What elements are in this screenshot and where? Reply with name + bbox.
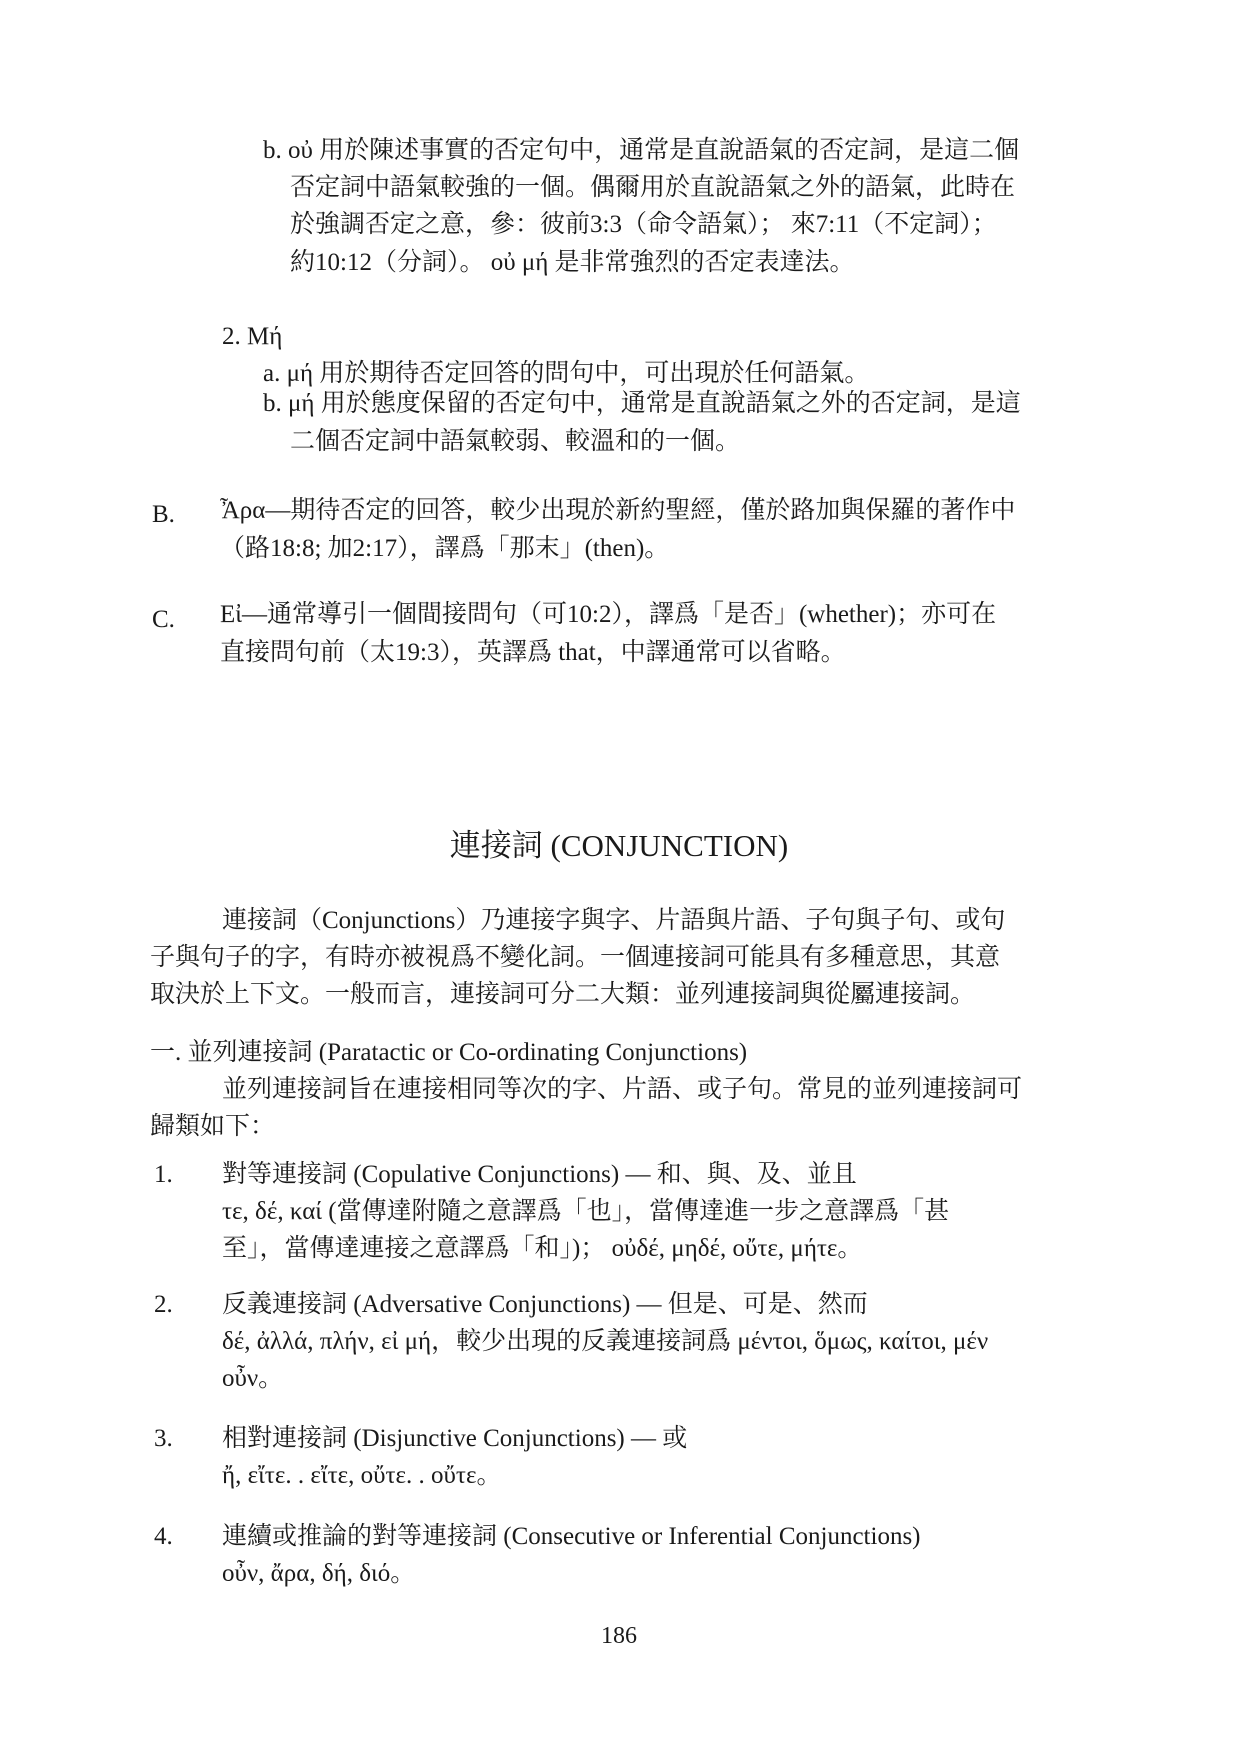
text-line: 直接問句前（太19:3），英譯爲 that，中譯通常可以省略。	[220, 639, 846, 666]
item-number: 2.	[154, 1291, 173, 1318]
item-number: 3.	[154, 1425, 173, 1452]
text-line: 連接詞（Conjunctions）乃連接字與字、片語與片語、子句與子句、或句	[222, 907, 1006, 934]
text-line: 至」，當傳達連接之意譯爲「和」)； οὐδέ, μηδέ, οὔτε, μήτε。	[222, 1235, 863, 1262]
text-line: 否定詞中語氣較強的一個。偶爾用於直說語氣之外的語氣，此時在	[290, 174, 1016, 201]
text-line: 連續或推論的對等連接詞 (Consecutive or Inferential Conjunctions)	[222, 1523, 921, 1550]
text-line: 歸類如下：	[150, 1113, 276, 1140]
section-title: 連接詞 (CONJUNCTION)	[449, 828, 789, 863]
text-line: 對等連接詞 (Copulative Conjunctions) — 和、與、及、並且	[222, 1161, 857, 1188]
text-line: b. μή 用於態度保留的否定句中，通常是直說語氣之外的否定詞，是這	[263, 390, 1021, 417]
text-line: οὖν。	[222, 1365, 284, 1392]
text-line: 反義連接詞 (Adversative Conjunctions) — 但是、可是、然而	[222, 1291, 868, 1318]
text-line: 約10:12（分詞）。 οὐ μή 是非常強烈的否定表達法。	[290, 249, 855, 276]
section-marker-c: C.	[152, 606, 175, 633]
neg-me-heading: 2. Μή	[222, 323, 283, 350]
text-line: Ἆρα—期待否定的回答，較少出現於新約聖經，僅於路加與保羅的著作中	[220, 497, 1016, 524]
text-line: 二個否定詞中語氣較弱、較溫和的一個。	[290, 428, 741, 455]
text-line: δέ, ἀλλά, πλήν, εἰ μή，較少出現的反義連接詞爲 μέντοι, ὅμως, καίτοι, μέν	[222, 1328, 989, 1355]
neg-me-a: a. μή 用於期待否定回答的問句中，可出現於任何語氣。	[263, 360, 870, 387]
text-line: 並列連接詞旨在連接相同等次的字、片語、或子句。常見的並列連接詞可	[222, 1076, 1023, 1103]
item-number: 4.	[154, 1523, 173, 1550]
text-line: 相對連接詞 (Disjunctive Conjunctions) — 或	[222, 1425, 688, 1452]
section-marker-b: B.	[152, 501, 175, 528]
text-line: οὖν, ἄρα, δή, διό。	[222, 1560, 416, 1587]
text-line: 子與句子的字，有時亦被視爲不變化詞。一個連接詞可能具有多種意思，其意	[150, 944, 1001, 971]
text-line: （路18:8; 加2:17），譯爲「那末」(then)。	[220, 535, 670, 562]
text-line: 於強調否定之意，參：彼前3:3（命令語氣）； 來7:11（不定詞）；	[290, 211, 997, 238]
text-line: ἤ, εἴτε. . εἴτε, οὔτε. . οὔτε。	[222, 1462, 502, 1489]
text-line: Εἰ—通常導引一個間接問句（可10:2），譯爲「是否」(whether)；亦可在	[220, 601, 997, 628]
page-number: 186	[601, 1623, 637, 1649]
text-line: b. οὐ 用於陳述事實的否定句中，通常是直說語氣的否定詞，是這二個	[263, 137, 1020, 164]
text-line: τε, δέ, καί (當傳達附隨之意譯爲「也」，當傳達進一步之意譯爲「甚	[222, 1198, 950, 1225]
text-line: 取決於上下文。一般而言，連接詞可分二大類：並列連接詞與從屬連接詞。	[150, 981, 976, 1008]
item-number: 1.	[154, 1161, 173, 1188]
part1-heading: 一. 並列連接詞 (Paratactic or Co-ordinating Conjunctions)	[150, 1039, 748, 1066]
